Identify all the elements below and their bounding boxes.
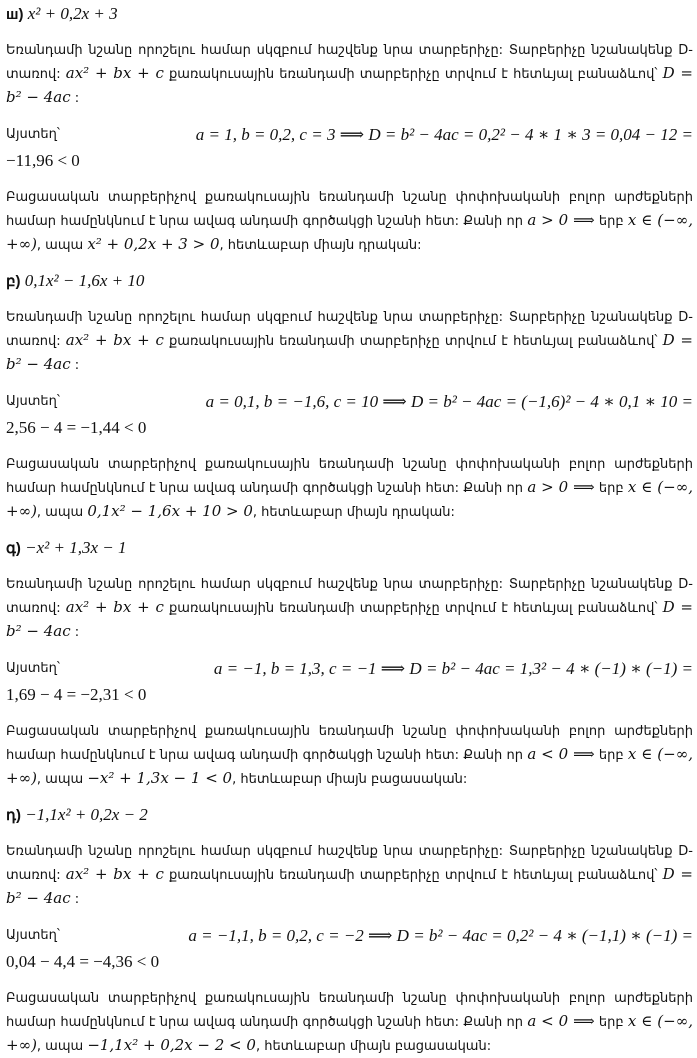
result-text: , հետևաբար միայն բացասական: [255, 1039, 492, 1054]
intro-text: Եռանդամի նշանը որոշելու համար սկզբում հաշվենք նրա տարբերիչը: Տարբերիչը նշանակենք D-տառով: [6, 43, 693, 82]
problem-2 [6, 269, 693, 524]
calc-line-2: 2,56 − 4 = −1,44 < 0 [6, 418, 147, 437]
problem-tag: բ) [6, 273, 21, 290]
calc-line-2: 0,04 − 4,4 = −4,36 < 0 [6, 952, 160, 971]
intro-paragraph [6, 573, 693, 644]
problem-expression: 0,1x² − 1,6x + 10 [24, 271, 145, 290]
intro-end: : [70, 892, 80, 907]
quadratic-form: ax² + bx + c [65, 331, 164, 349]
intro-text: Եռանդամի նշանը որոշելու համար սկզբում հաշվենք նրա տարբերիչը: Տարբերիչը նշանակենք D-տառով: [6, 844, 693, 883]
inequality: −x² + 1,3x − 1 < 0 [87, 769, 233, 787]
calc-lead: Այստեղ՝ [6, 394, 60, 409]
quadratic-form: ax² + bx + c [65, 64, 164, 82]
problem-tag: գ) [6, 540, 21, 557]
intro-end: : [70, 625, 80, 640]
then-text: , ապա [36, 1039, 88, 1054]
result-text: , հետևաբար միայն դրական: [219, 238, 422, 253]
problem-4 [6, 803, 693, 1058]
discriminant-formula: D = b² − 4ac [6, 64, 693, 106]
condition: a < 0 ⟹ [527, 745, 595, 763]
intro-text-2: քառակուսային եռանդամի տարբերիչը տրվում է հետևյալ բանաձևով՝ [163, 601, 663, 616]
intro-end: : [70, 358, 80, 373]
inequality: 0,1x² − 1,6x + 10 > 0 [87, 502, 253, 520]
calc-line-1: a = 0,1, b = −1,6, c = 10 ⟹ D = b² − 4ac = (−1,6)² − 4 ∗ 0,1 ∗ 10 = [205, 392, 693, 411]
domain: x ∈ (−∞, +∞) [6, 211, 693, 253]
intro-paragraph [6, 840, 693, 911]
problem-heading [6, 536, 693, 561]
discriminant-formula: D = b² − 4ac [6, 865, 693, 907]
then-text: , ապա [36, 772, 88, 787]
problem-3 [6, 536, 693, 791]
problem-heading [6, 803, 693, 828]
intro-text-2: քառակուսային եռանդամի տարբերիչը տրվում է հետևյալ բանաձևով՝ [163, 868, 663, 883]
domain: x ∈ (−∞, +∞) [6, 745, 693, 787]
calculation [6, 656, 693, 708]
calc-line-1: a = −1, b = 1,3, c = −1 ⟹ D = b² − 4ac = 1,3² − 4 ∗ (−1) ∗ (−1) = [213, 659, 693, 678]
conclusion-text: Բացասական տարբերիչով քառակուսային եռանդամի նշանը փոփոխականի բոլոր արժեքների համար համընկնում է նրա ավագ անդամի գործակցի նշանի հետ: Քանի որ [6, 724, 693, 763]
condition: a > 0 ⟹ [527, 211, 595, 229]
problem-expression: −1,1x² + 0,2x − 2 [25, 805, 148, 824]
calculation [6, 923, 693, 975]
calc-line-1: a = −1,1, b = 0,2, c = −2 ⟹ D = b² − 4ac = 0,2² − 4 ∗ (−1,1) ∗ (−1) = [188, 926, 693, 945]
intro-text-2: քառակուսային եռանդամի տարբերիչը տրվում է հետևյալ բանաձևով՝ [163, 67, 663, 82]
problem-1 [6, 2, 693, 257]
problem-heading [6, 2, 693, 27]
quadratic-form: ax² + bx + c [65, 598, 164, 616]
intro-text: Եռանդամի նշանը որոշելու համար սկզբում հաշվենք նրա տարբերիչը: Տարբերիչը նշանակենք D-տառով: [6, 577, 693, 616]
intro-paragraph [6, 39, 693, 110]
calc-lead: Այստեղ՝ [6, 928, 60, 943]
intro-text: Եռանդամի նշանը որոշելու համար սկզբում հաշվենք նրա տարբերիչը: Տարբերիչը նշանակենք D-տառով: [6, 310, 693, 349]
then-text: , ապա [36, 505, 88, 520]
when-text: երբ [594, 214, 628, 229]
discriminant-formula: D = b² − 4ac [6, 598, 693, 640]
conclusion-paragraph [6, 720, 693, 791]
when-text: երբ [594, 481, 628, 496]
calc-line-1: a = 1, b = 0,2, c = 3 ⟹ D = b² − 4ac = 0,2² − 4 ∗ 1 ∗ 3 = 0,04 − 12 = [195, 125, 693, 144]
calc-line-2: −11,96 < 0 [6, 151, 80, 170]
conclusion-text: Բացասական տարբերիչով քառակուսային եռանդամի նշանը փոփոխականի բոլոր արժեքների համար համընկնում է նրա ավագ անդամի գործակցի նշանի հետ: Քանի որ [6, 457, 693, 496]
problem-expression: x² + 0,2x + 3 [27, 4, 118, 23]
calc-lead: Այստեղ՝ [6, 127, 60, 142]
problem-heading [6, 269, 693, 294]
intro-text-2: քառակուսային եռանդամի տարբերիչը տրվում է հետևյալ բանաձևով՝ [163, 334, 663, 349]
condition: a > 0 ⟹ [527, 478, 595, 496]
problem-expression: −x² + 1,3x − 1 [25, 538, 127, 557]
intro-paragraph [6, 306, 693, 377]
conclusion-text: Բացասական տարբերիչով քառակուսային եռանդամի նշանը փոփոխականի բոլոր արժեքների համար համընկնում է նրա ավագ անդամի գործակցի նշանի հետ: Քանի որ [6, 991, 693, 1030]
inequality: x² + 0,2x + 3 > 0 [87, 235, 220, 253]
when-text: երբ [594, 748, 628, 763]
problem-tag: ш) [6, 6, 24, 23]
then-text: , ապա [36, 238, 88, 253]
domain: x ∈ (−∞, +∞) [6, 1012, 693, 1054]
conclusion-paragraph [6, 453, 693, 524]
domain: x ∈ (−∞, +∞) [6, 478, 693, 520]
discriminant-formula: D = b² − 4ac [6, 331, 693, 373]
inequality: −1,1x² + 0,2x − 2 < 0 [87, 1036, 256, 1054]
document-page [0, 2, 697, 1058]
calc-lead: Այստեղ՝ [6, 661, 60, 676]
calculation [6, 122, 693, 174]
calculation [6, 389, 693, 441]
result-text: , հետևաբար միայն դրական: [252, 505, 455, 520]
condition: a < 0 ⟹ [527, 1012, 595, 1030]
problem-tag: դ) [6, 807, 21, 824]
conclusion-paragraph [6, 186, 693, 257]
quadratic-form: ax² + bx + c [65, 865, 164, 883]
conclusion-paragraph [6, 987, 693, 1058]
when-text: երբ [594, 1015, 628, 1030]
result-text: , հետևաբար միայն բացասական: [232, 772, 468, 787]
intro-end: : [70, 91, 80, 106]
conclusion-text: Բացասական տարբերիչով քառակուսային եռանդամի նշանը փոփոխականի բոլոր արժեքների համար համընկնում է նրա ավագ անդամի գործակցի նշանի հետ: Քանի որ [6, 190, 693, 229]
calc-line-2: 1,69 − 4 = −2,31 < 0 [6, 685, 147, 704]
